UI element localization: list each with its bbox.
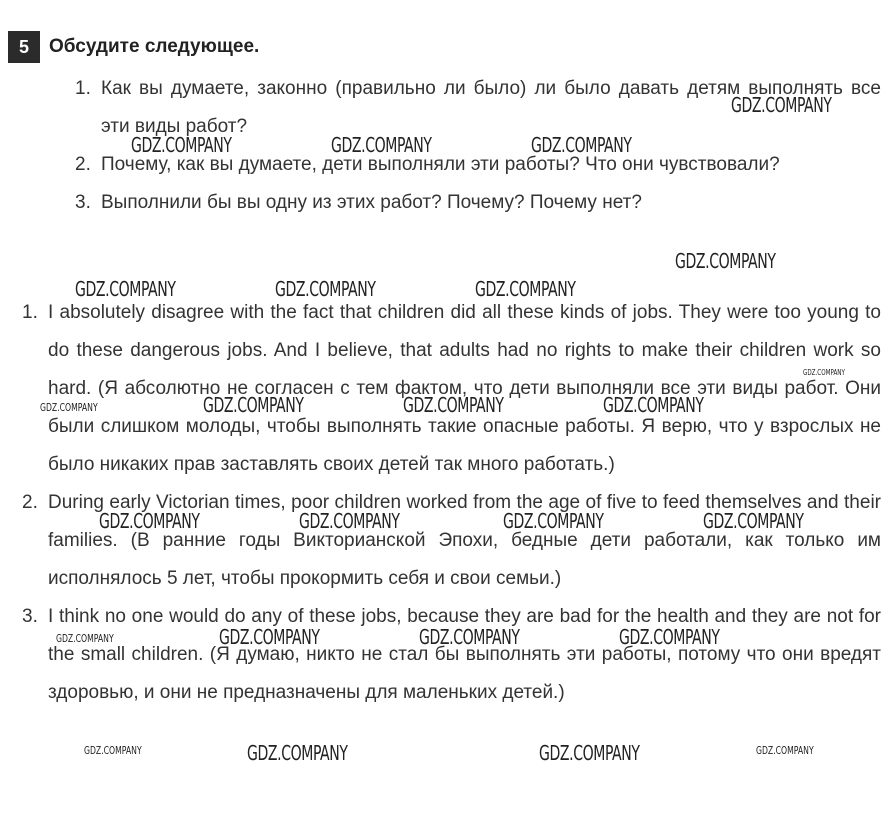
watermark: GDZ.COMPANY bbox=[675, 249, 776, 273]
watermark: GDZ.COMPANY bbox=[299, 509, 400, 533]
answer-number: 1. bbox=[22, 302, 38, 323]
question-number: 2. bbox=[75, 154, 91, 175]
watermark: GDZ.COMPANY bbox=[56, 632, 114, 645]
watermark: GDZ.COMPANY bbox=[219, 625, 320, 649]
watermark: GDZ.COMPANY bbox=[539, 741, 640, 765]
watermark: GDZ.COMPANY bbox=[531, 133, 632, 157]
watermark: GDZ.COMPANY bbox=[99, 509, 200, 533]
watermark: GDZ.COMPANY bbox=[84, 744, 142, 757]
answer-list bbox=[22, 294, 881, 712]
answer-text: I absolutely disagree with the fact that children did all these kinds of jobs. They were too young to do these dangerous jobs. And I believe, that adults had no rights to make their children work so hard. (Я абсолютно не согласен с тем фактом, что дети выполняли все эти виды работ. Они были слишком молоды, чтобы выполнять такие опасные работы. Я верю, что у взрослых не было никаких прав заставлять своих детей так много работать.) bbox=[48, 302, 881, 475]
watermark: GDZ.COMPANY bbox=[603, 393, 704, 417]
watermark: GDZ.COMPANY bbox=[75, 277, 176, 301]
watermark: GDZ.COMPANY bbox=[403, 393, 504, 417]
watermark: GDZ.COMPANY bbox=[803, 368, 845, 377]
question-number: 1. bbox=[75, 78, 91, 99]
question-item bbox=[75, 146, 881, 184]
watermark: GDZ.COMPANY bbox=[503, 509, 604, 533]
answer-number: 2. bbox=[22, 492, 38, 513]
exercise-header bbox=[8, 30, 259, 64]
watermark: GDZ.COMPANY bbox=[247, 741, 348, 765]
answer-item bbox=[22, 484, 881, 598]
question-item bbox=[75, 184, 881, 222]
watermark: GDZ.COMPANY bbox=[40, 401, 98, 414]
watermark: GDZ.COMPANY bbox=[131, 133, 232, 157]
exercise-title: Обсудите следующее. bbox=[49, 36, 260, 57]
question-text: Почему, как вы думаете, дети выполняли эти работы? Что они чувствовали? bbox=[101, 154, 780, 175]
question-number: 3. bbox=[75, 192, 91, 213]
question-text: Выполнили бы вы одну из этих работ? Почему? Почему нет? bbox=[101, 192, 642, 213]
answer-text: During early Victorian times, poor children worked from the age of five to feed themselves and their families. (В ранние годы Викторианской Эпохи, бедные дети работали, как только им исполнялось 5 лет, чтобы прокормить себя и свои семьи.) bbox=[48, 492, 881, 589]
watermark: GDZ.COMPANY bbox=[419, 625, 520, 649]
answer-text: I think no one would do any of these jobs, because they are bad for the health and they are not for the small children. (Я думаю, никто не стал бы выполнять эти работы, потому что они вредят здоровью, и они не предназначены для маленьких детей.) bbox=[48, 606, 881, 703]
question-text: Как вы думаете, законно (правильно ли было) ли было давать детям выполнять все эти виды работ? bbox=[101, 78, 881, 137]
watermark: GDZ.COMPANY bbox=[756, 744, 814, 757]
watermark: GDZ.COMPANY bbox=[475, 277, 576, 301]
watermark: GDZ.COMPANY bbox=[731, 93, 832, 117]
watermark: GDZ.COMPANY bbox=[619, 625, 720, 649]
watermark: GDZ.COMPANY bbox=[703, 509, 804, 533]
answer-item bbox=[22, 598, 881, 712]
question-list bbox=[75, 70, 881, 222]
answer-item bbox=[22, 294, 881, 484]
exercise-number-badge: 5 bbox=[8, 31, 40, 63]
question-item bbox=[75, 70, 881, 146]
watermark: GDZ.COMPANY bbox=[275, 277, 376, 301]
watermark: GDZ.COMPANY bbox=[331, 133, 432, 157]
answer-number: 3. bbox=[22, 606, 38, 627]
watermark: GDZ.COMPANY bbox=[203, 393, 304, 417]
